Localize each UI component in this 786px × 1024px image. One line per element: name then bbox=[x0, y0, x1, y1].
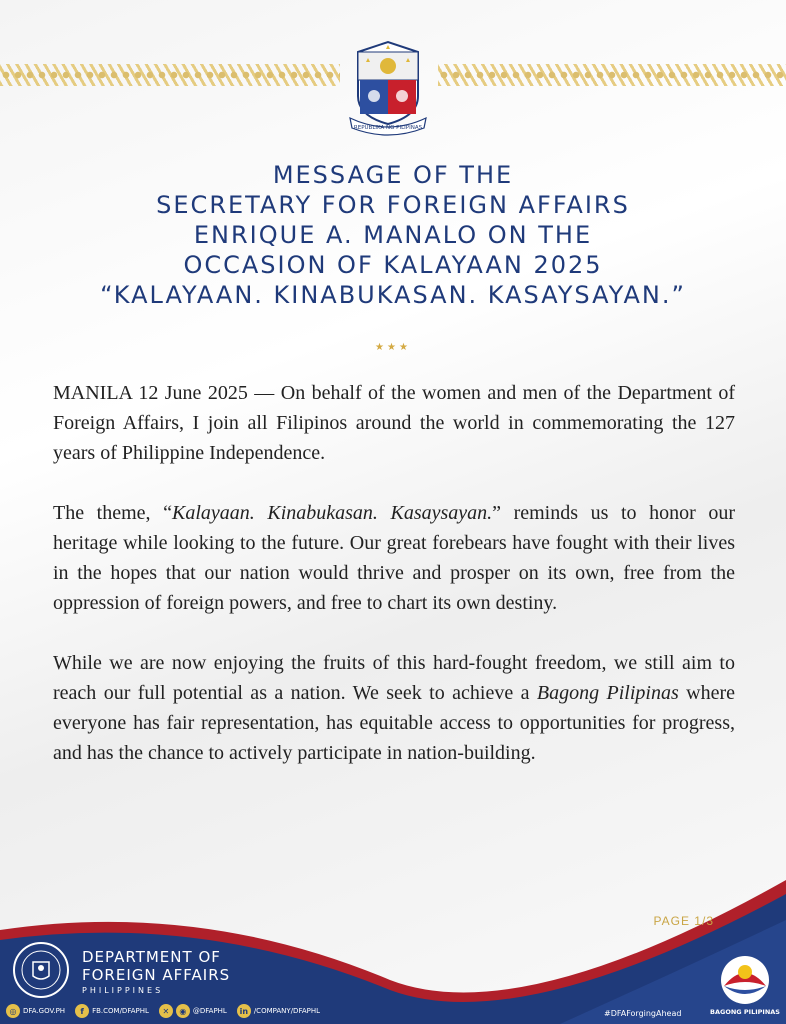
linkedin-icon: in bbox=[237, 1004, 251, 1018]
department-name bbox=[82, 948, 230, 995]
page-number: PAGE 1/3 bbox=[653, 914, 714, 928]
divider-stars: ★★★ bbox=[375, 342, 411, 353]
page-title bbox=[0, 160, 786, 310]
x-icon: ✕ bbox=[159, 1004, 173, 1018]
gold-ornament-band-right bbox=[438, 64, 786, 86]
linkedin-link[interactable]: in /COMPANY/DFAPHL bbox=[237, 1004, 320, 1018]
title-line: ENRIQUE A. MANALO ON THE bbox=[193, 221, 593, 249]
bagong-pilipinas-logo-icon bbox=[710, 950, 780, 1020]
message-body bbox=[53, 378, 735, 798]
facebook-link[interactable]: f FB.COM/DFAPHL bbox=[75, 1004, 149, 1018]
title-line: MESSAGE OF THE bbox=[272, 161, 514, 189]
dfa-logo-icon bbox=[8, 940, 74, 1000]
seal-ribbon-text: REPUBLIKA NG PILIPINAS bbox=[353, 125, 423, 131]
philippine-seal-icon bbox=[346, 38, 430, 138]
website-link[interactable]: ◎ DFA.GOV.PH bbox=[6, 1004, 65, 1018]
title-line: SECRETARY FOR FOREIGN AFFAIRS bbox=[156, 191, 630, 219]
facebook-icon: f bbox=[75, 1004, 89, 1018]
instagram-icon: ◉ bbox=[176, 1004, 190, 1018]
dept-line-3: PHILIPPINES bbox=[82, 986, 164, 995]
gold-ornament-band-left bbox=[0, 64, 340, 86]
social-links bbox=[6, 1003, 320, 1019]
dept-line-2: FOREIGN AFFAIRS bbox=[82, 966, 231, 984]
footer-wave bbox=[0, 860, 786, 1024]
globe-icon: ◎ bbox=[6, 1004, 20, 1018]
dept-line-1: DEPARTMENT OF bbox=[82, 948, 221, 966]
bagong-logo-text: BAGONG PILIPINAS bbox=[710, 1008, 780, 1016]
hashtag: #DFAForgingAhead bbox=[604, 1009, 682, 1018]
x-instagram-link[interactable]: ✕ ◉ @DFAPHL bbox=[159, 1004, 227, 1018]
paragraph-2: The theme, “Kalayaan. Kinabukasan. Kasaysayan.” reminds us to honor our heritage while looking to the future. Our great forebears have fought with their lives in the hopes that our nation would thrive and prosper on its own, free from the oppression of foreign powers, and free to chart its own destiny. bbox=[53, 502, 735, 614]
paragraph-3: While we are now enjoying the fruits of this hard-fought freedom, we still aim to reach our full potential as a nation. We seek to achieve a Bagong Pilipinas where everyone has fair representation, has equitable access to opportunities for progress, and has the chance to actively participate in nation-building. bbox=[53, 652, 736, 764]
title-line: OCCASION OF KALAYAAN 2025 bbox=[183, 251, 603, 279]
paragraph-1: MANILA 12 June 2025 — On behalf of the women and men of the Department of Foreign Affairs, I join all Filipinos around the world in commemorating the 127 years of Philippine Independence. bbox=[53, 382, 735, 464]
title-line: “KALAYAAN. KINABUKASAN. KASAYSAYAN.” bbox=[100, 281, 686, 309]
